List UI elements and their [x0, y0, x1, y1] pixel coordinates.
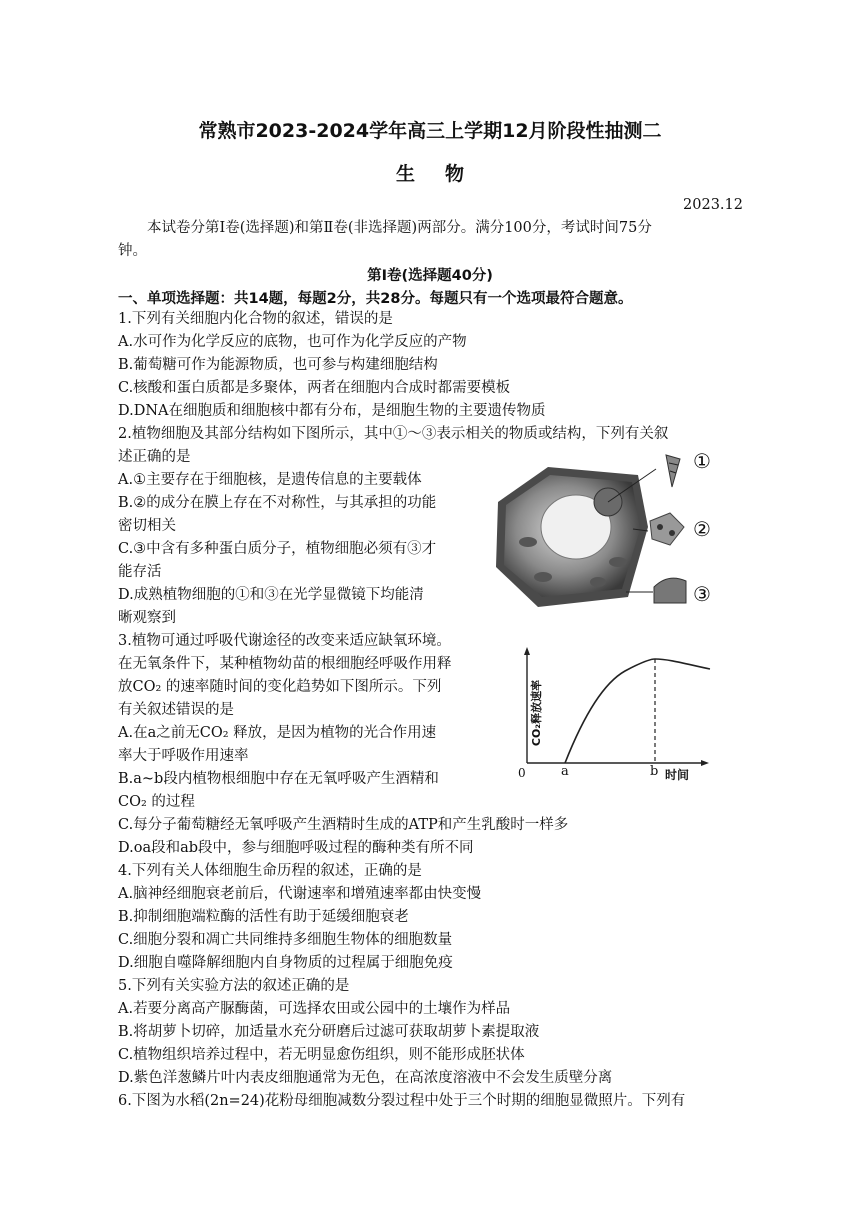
q4-option-d: D.细胞自噬降解细胞内自身物质的过程属于细胞免疫 — [118, 955, 453, 971]
q4-option-b: B.抑制细胞端粒酶的活性有助于延缓细胞衰老 — [118, 909, 409, 925]
structure-label-3: ③ — [693, 582, 711, 606]
y-axis-label: CO₂释放速率 — [530, 679, 544, 747]
q3-option-b-line-1: B.a~b段内植物根细胞中存在无氧呼吸产生酒精和 — [118, 771, 439, 787]
plant-cell-figure — [488, 447, 722, 615]
q5-option-b: B.将胡萝卜切碎，加适量水充分研磨后过滤可获取胡萝卜素提取液 — [118, 1024, 540, 1040]
q3-stem-line-3: 放CO₂ 的速率随时间的变化趋势如下图所示。下列 — [118, 679, 442, 695]
q4-stem: 4.下列有关人体细胞生命历程的叙述，正确的是 — [118, 863, 422, 879]
b-label: b — [650, 764, 659, 779]
q1-option-c: C.核酸和蛋白质都是多聚体，两者在细胞内合成时都需要模板 — [118, 380, 511, 396]
q1-option-b: B.葡萄糖可作为能源物质，也可参与构建细胞结构 — [118, 357, 438, 373]
q3-stem-line-4: 有关叙述错误的是 — [118, 702, 234, 718]
q3-option-a-line-2: 率大于呼吸作用速率 — [118, 748, 249, 764]
q2-option-c-line-2: 能存活 — [118, 564, 162, 580]
q2-option-d-line-1: D.成熟植物细胞的①和③在光学显微镜下均能清 — [118, 587, 424, 603]
q1-option-a: A.水可作为化学反应的底物，也可作为化学反应的产物 — [118, 334, 467, 350]
plant-cell-illustration — [488, 447, 722, 615]
intro-line-1: 本试卷分第Ⅰ卷(选择题)和第Ⅱ卷(非选择题)两部分。满分100分，考试时间75分 — [147, 220, 652, 236]
section-instruction: 一、单项选择题：共14题，每题2分，共28分。每题只有一个选项最符合题意。 — [118, 291, 633, 307]
q3-option-a-line-1: A.在a之前无CO₂ 释放，是因为植物的光合作用速 — [118, 725, 437, 741]
q3-stem-line-2: 在无氧条件下，某种植物幼苗的根细胞经呼吸作用释 — [118, 656, 452, 672]
intro-line-2: 钟。 — [118, 243, 147, 259]
co2-rate-graph — [505, 645, 715, 785]
q3-stem-line-1: 3.植物可通过呼吸代谢途径的改变来适应缺氧环境。 — [118, 633, 451, 649]
q1-option-d: D.DNA在细胞质和细胞核中都有分布，是细胞生物的主要遗传物质 — [118, 403, 546, 419]
q6-stem: 6.下图为水稻(2n=24)花粉母细胞减数分裂过程中处于三个时期的细胞显微照片。下列有 — [118, 1093, 686, 1109]
q4-option-a: A.脑神经细胞衰老前后，代谢速率和增殖速率都由快变慢 — [118, 886, 482, 902]
exam-date: 2023.12 — [683, 197, 743, 213]
q2-stem-line-2: 述正确的是 — [118, 449, 191, 465]
q5-option-c: C.植物组织培养过程中，若无明显愈伤组织，则不能形成胚状体 — [118, 1047, 525, 1063]
q3-option-d: D.oa段和ab段中，参与细胞呼吸过程的酶种类有所不同 — [118, 840, 474, 856]
q3-option-c: C.每分子葡萄糖经无氧呼吸产生酒精时生成的ATP和产生乳酸时一样多 — [118, 817, 569, 833]
co2-curve — [565, 659, 710, 763]
section-heading: 第Ⅰ卷(选择题40分) — [367, 268, 493, 284]
q1-stem: 1.下列有关细胞内化合物的叙述，错误的是 — [118, 311, 393, 327]
q5-option-d: D.紫色洋葱鳞片叶内表皮细胞通常为无色，在高浓度溶液中不会发生质壁分离 — [118, 1070, 613, 1086]
q2-option-a: A.①主要存在于细胞核，是遗传信息的主要载体 — [118, 472, 422, 488]
structure-label-1: ① — [693, 449, 711, 473]
subject-title: 生物 — [395, 163, 494, 185]
q2-stem-line-1: 2.植物细胞及其部分结构如下图所示，其中①～③表示相关的物质或结构，下列有关叙 — [118, 426, 669, 442]
q4-option-c: C.细胞分裂和凋亡共同维持多细胞生物体的细胞数量 — [118, 932, 453, 948]
exam-title: 常熟市2023-2024学年高三上学期12月阶段性抽测二 — [198, 120, 662, 142]
q2-option-d-line-2: 晰观察到 — [118, 610, 176, 626]
structure-label-2: ② — [693, 517, 711, 541]
a-label: a — [561, 764, 569, 779]
x-axis-label: 时间 — [665, 768, 690, 782]
q5-option-a: A.若要分离高产脲酶菌，可选择农田或公园中的土壤作为样品 — [118, 1001, 511, 1017]
q5-stem: 5.下列有关实验方法的叙述正确的是 — [118, 978, 350, 994]
q2-option-b-line-1: B.②的成分在膜上存在不对称性，与其承担的功能 — [118, 495, 437, 511]
q3-option-b-line-2: CO₂ 的过程 — [118, 794, 195, 810]
q2-option-b-line-2: 密切相关 — [118, 518, 176, 534]
q2-option-c-line-1: C.③中含有多种蛋白质分子，植物细胞必须有③才 — [118, 541, 437, 557]
origin-label: 0 — [518, 766, 526, 780]
